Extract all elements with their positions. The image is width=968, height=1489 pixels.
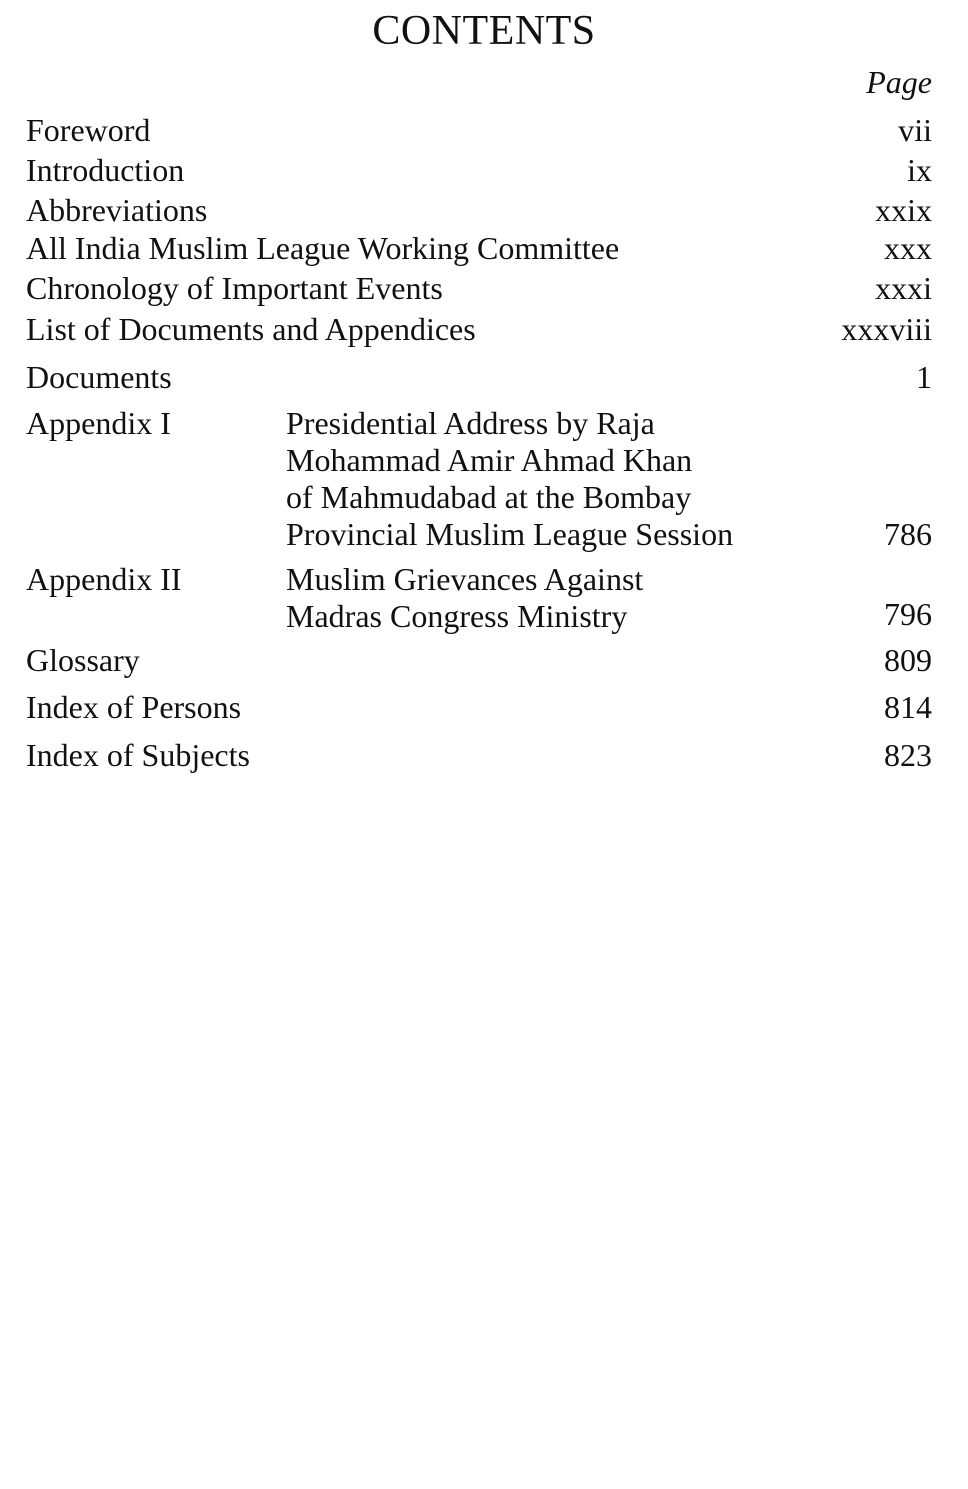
toc-entry-page: xxxviii (841, 311, 932, 347)
page-column-header: Page (866, 64, 932, 100)
toc-entry-label: List of Documents and Appendices (26, 311, 476, 347)
appendix-title (286, 407, 733, 555)
appendix-label: Appendix I (26, 405, 171, 441)
toc-entry-page: 1 (916, 359, 932, 395)
toc-entry-label: Glossary (26, 642, 140, 678)
toc-entry-page: 814 (884, 689, 932, 725)
page-title: CONTENTS (372, 8, 596, 54)
toc-entry-page: xxxi (875, 270, 932, 306)
toc-entry-page: 809 (884, 642, 932, 678)
toc-entry-label: Documents (26, 359, 172, 395)
toc-entry-page: vii (898, 112, 932, 148)
appendix-title-line: of Mahmudabad at the Bombay (286, 479, 692, 515)
appendix-page: 796 (884, 596, 932, 632)
appendix-title-line: Provincial Muslim League Session (286, 516, 734, 552)
appendix-title-line: Presidential Address by Raja (286, 405, 655, 441)
toc-entry-label: Index of Subjects (26, 737, 250, 773)
toc-entry-label: Foreword (26, 112, 151, 148)
toc-entry-page: xxx (884, 230, 932, 266)
appendix-page: 786 (884, 516, 932, 552)
toc-entry-page: xxix (875, 192, 932, 228)
appendix-title (286, 563, 643, 637)
toc-entry-page: 823 (884, 737, 932, 773)
appendix-title-line: Muslim Grievances Against (286, 561, 644, 597)
toc-entry-label: Introduction (26, 152, 185, 188)
appendix-title-line: Mohammad Amir Ahmad Khan (286, 442, 693, 478)
toc-entry-page: ix (907, 152, 932, 188)
toc-entry-label: Index of Persons (26, 689, 242, 725)
toc-entry-label: Chronology of Important Events (26, 270, 443, 306)
appendix-title-line: Madras Congress Ministry (286, 598, 628, 634)
toc-entry-label: All India Muslim League Working Committee (26, 230, 620, 266)
appendix-label: Appendix II (26, 561, 182, 597)
toc-entry-label: Abbreviations (26, 192, 208, 228)
